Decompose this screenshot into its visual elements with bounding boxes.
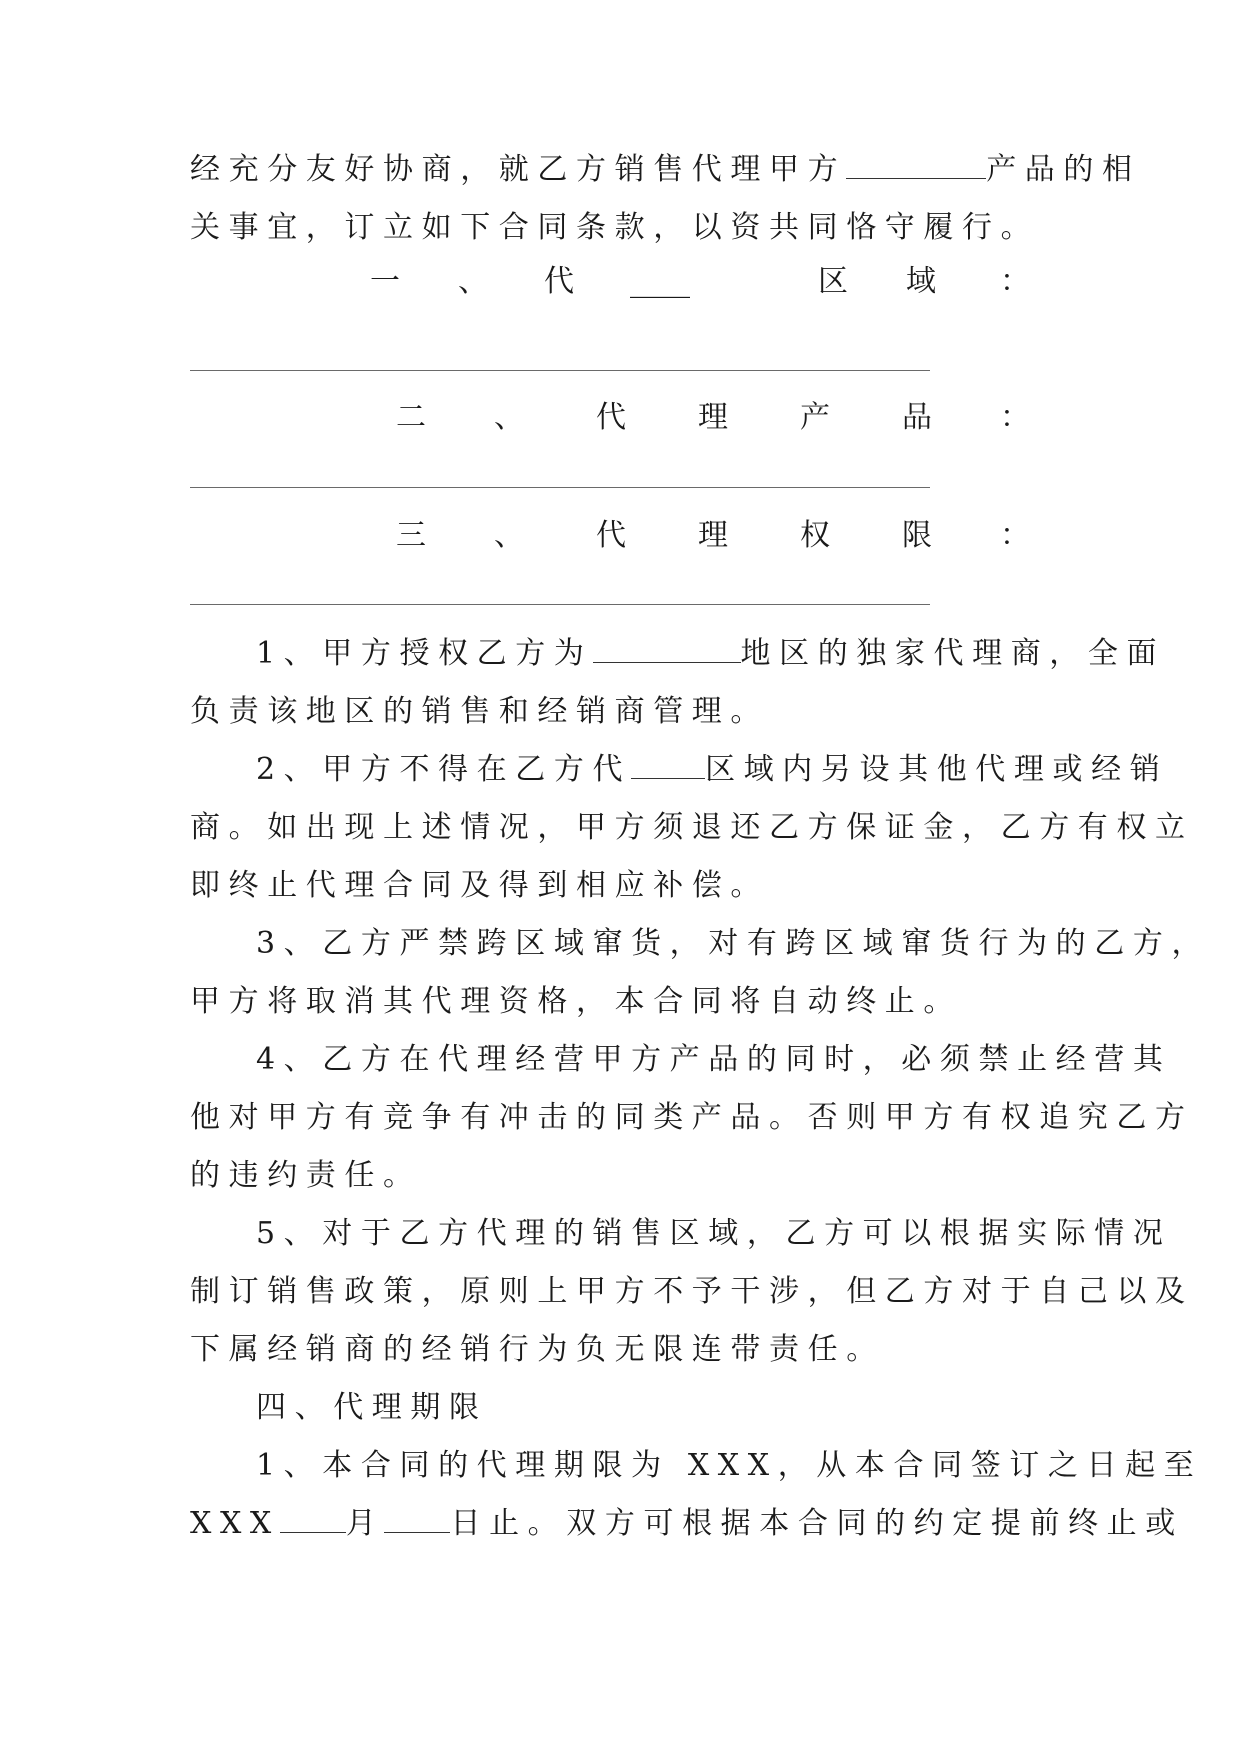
term-text: 日止。双方可根据本合同的约定提前终止或 (450, 1506, 1184, 1541)
blank-region (593, 634, 741, 663)
fill-line (190, 370, 930, 371)
blank-product (846, 150, 986, 179)
heading-char: 三 (396, 518, 426, 553)
clause-5-line-3: 下属经销商的经销行为负无限连带责任。 (190, 1332, 885, 1367)
heading-blank: ____ (630, 264, 690, 299)
clause-4-line-2: 他对甲方有竞争有冲击的同类产品。否则甲方有权追究乙方 (190, 1100, 1194, 1135)
clause-3-line-2: 甲方将取消其代理资格，本合同将自动终止。 (190, 984, 962, 1019)
section-2-heading (190, 398, 1050, 438)
clause-2-line-2: 商。如出现上述情况，甲方须退还乙方保证金，乙方有权立 (190, 810, 1194, 845)
intro-text: 经充分友好协商，就乙方销售代理甲方 (190, 152, 847, 187)
clause-4-line-3: 的违约责任。 (190, 1158, 422, 1193)
clause-text: 地区的独家代理商，全面 (740, 636, 1166, 671)
term-text: 月 (345, 1506, 385, 1541)
clause-4-line-1: 4、乙方在代理经营甲方产品的同时，必须禁止经营其 (256, 1042, 1172, 1077)
heading-char: 域 (906, 264, 936, 299)
clause-1-line-1 (190, 634, 1166, 674)
heading-char: 代 (596, 400, 626, 435)
heading-char: ： (1000, 264, 1030, 299)
section-4-title: 四、代理期限 (256, 1390, 488, 1425)
clause-text: 2、甲方不得在乙方代 (256, 752, 632, 787)
heading-char: 区 (818, 264, 848, 299)
heading-char: ： (1000, 518, 1030, 553)
heading-char: 理 (698, 518, 728, 553)
heading-char: ： (1000, 400, 1030, 435)
heading-char: 权 (800, 518, 830, 553)
clause-2-line-1 (190, 750, 1169, 790)
blank-area (631, 750, 705, 779)
section-4-line-1: 1、本合同的代理期限为 XXX，从本合同签订之日起至 (256, 1448, 1203, 1483)
fill-line (190, 604, 930, 605)
clause-text: 区域内另设其他代理或经销 (705, 752, 1169, 787)
heading-char: 代 (544, 264, 574, 299)
heading-char: 二 (396, 400, 426, 435)
clause-5-line-2: 制订销售政策，原则上甲方不予干涉，但乙方对于自己以及 (190, 1274, 1194, 1309)
heading-char: 一 (370, 264, 400, 299)
clause-3-line-1: 3、乙方严禁跨区域窜货，对有跨区域窜货行为的乙方， (256, 926, 1211, 961)
blank-month (280, 1504, 346, 1533)
blank-day (384, 1504, 450, 1533)
heading-char: 代 (596, 518, 626, 553)
section-3-heading (190, 516, 1050, 556)
term-text: XXX (190, 1506, 280, 1541)
clause-1-line-2: 负责该地区的销售和经销商管理。 (190, 694, 769, 729)
heading-char: 品 (902, 400, 932, 435)
heading-char: 、 (494, 518, 524, 553)
clause-2-line-3: 即终止代理合同及得到相应补偿。 (190, 868, 769, 903)
heading-char: 、 (458, 264, 488, 299)
heading-char: 理 (698, 400, 728, 435)
intro-line-2: 关事宜，订立如下合同条款，以资共同恪守履行。 (190, 210, 1040, 245)
section-1-heading (190, 262, 1050, 302)
intro-line-1 (190, 150, 1141, 190)
fill-line (190, 487, 930, 488)
heading-char: 限 (902, 518, 932, 553)
heading-char: 、 (494, 400, 524, 435)
clause-5-line-1: 5、对于乙方代理的销售区域，乙方可以根据实际情况 (256, 1216, 1172, 1251)
section-4-line-2 (190, 1504, 1184, 1544)
heading-char: 产 (800, 400, 830, 435)
intro-text: 产品的相 (986, 152, 1141, 187)
clause-text: 1、甲方授权乙方为 (256, 636, 593, 671)
